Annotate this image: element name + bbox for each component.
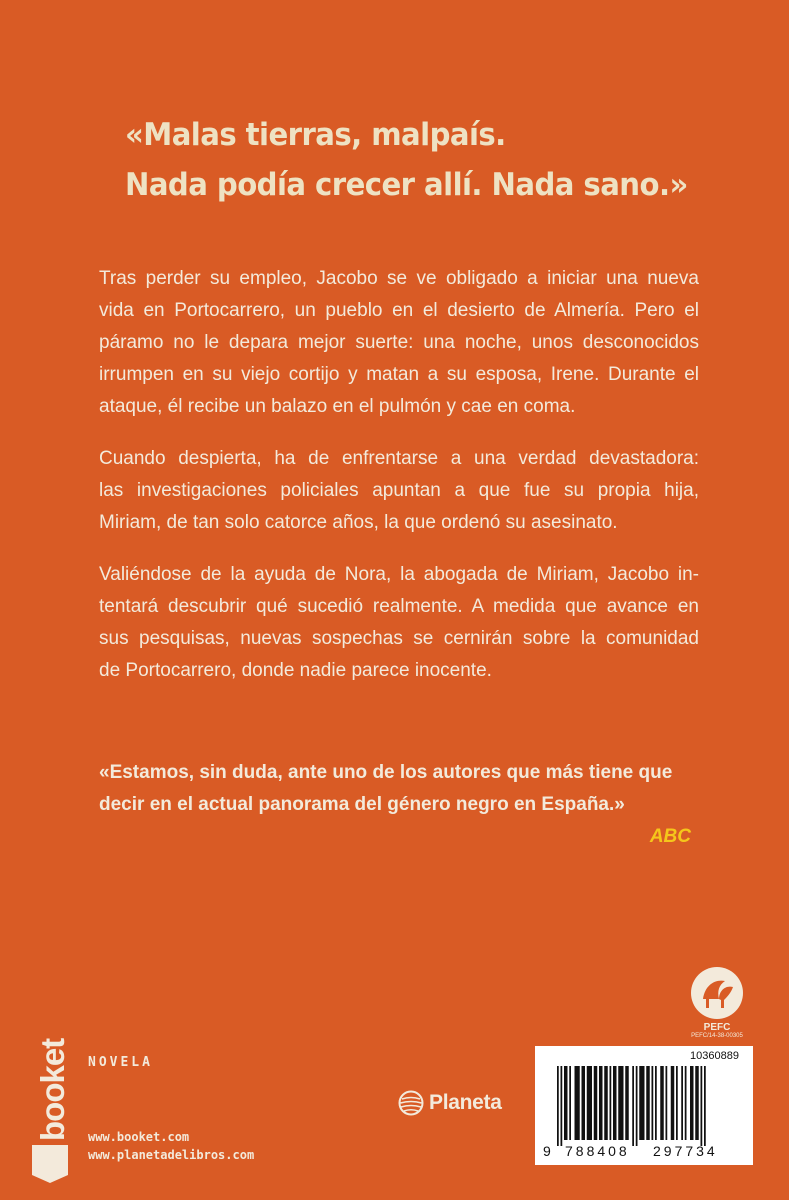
- barcode-bar: [569, 1066, 571, 1140]
- booket-logo: [28, 1033, 74, 1183]
- synopsis-line: Cuando despierta, ha de enfrentarse a una verdad devastadora:: [99, 448, 699, 469]
- synopsis-paragraph-3: [99, 559, 699, 687]
- genre-label: NOVELA: [88, 1055, 153, 1070]
- headline-line: «Malas tierras, malpaís.: [125, 117, 506, 153]
- barcode-bar: [632, 1066, 634, 1146]
- barcode-bar: [636, 1066, 638, 1146]
- barcode-bar: [690, 1066, 694, 1140]
- barcode-bar: [701, 1066, 703, 1146]
- barcode-bar: [704, 1066, 706, 1146]
- barcode-bar: [582, 1066, 586, 1140]
- barcode-bar: [660, 1066, 664, 1140]
- barcode-bar: [594, 1066, 598, 1140]
- pefc-logo-icon: [689, 965, 745, 1021]
- barcode-bar: [676, 1066, 678, 1140]
- planeta-wordmark: Planeta: [429, 1091, 502, 1114]
- booket-logo-text: booket: [34, 1038, 71, 1141]
- synopsis-line: Tras perder su empleo, Jacobo se ve obligado a iniciar una nueva: [99, 268, 699, 289]
- barcode-bar: [575, 1066, 580, 1140]
- pefc-certification: [682, 965, 752, 1045]
- barcode-bar: [681, 1066, 683, 1140]
- barcode-digits: [535, 1143, 753, 1163]
- planeta-publisher-logo: [398, 1088, 502, 1118]
- barcode-bar: [604, 1066, 608, 1140]
- synopsis-paragraph-2: [99, 443, 699, 539]
- headline-line: Nada podía crecer allí. Nada sano.»: [125, 167, 688, 203]
- website-link-booket[interactable]: www.booket.com: [88, 1130, 190, 1144]
- barcode-bar: [599, 1066, 603, 1140]
- website-link-planetadelibros[interactable]: www.planetadelibros.com: [88, 1148, 255, 1162]
- barcode-bar: [671, 1066, 675, 1140]
- websites: [88, 1128, 254, 1164]
- barcode-bar: [685, 1066, 687, 1140]
- barcode-bar: [639, 1066, 644, 1140]
- synopsis-line: vida en Portocarrero, un pueblo en el desierto de Almería. Pero el: [99, 300, 699, 321]
- barcode-bar: [618, 1066, 623, 1140]
- barcode-bar: [625, 1066, 629, 1140]
- pefc-label: PEFC: [703, 1022, 731, 1033]
- barcode-bar: [564, 1066, 568, 1140]
- planeta-globe-icon: [398, 1090, 424, 1116]
- barcode-digit-first: 9: [543, 1143, 551, 1159]
- synopsis-line: Valiéndose de la ayuda de Nora, la abogada de Miriam, Jacobo in-: [99, 564, 699, 585]
- barcode-group-1: 788408: [565, 1143, 630, 1159]
- synopsis-line: Miriam, de tan solo catorce años, la que ordenó su asesinato.: [99, 512, 618, 533]
- synopsis-line: ataque, él recibe un balazo en el pulmón y cae en coma.: [99, 396, 576, 417]
- barcode-bar: [561, 1066, 563, 1146]
- barcode-bar: [655, 1066, 657, 1140]
- barcode: [535, 1046, 753, 1165]
- review-line: decir en el actual panorama del género negro en España.»: [99, 794, 625, 815]
- barcode-bar: [666, 1066, 668, 1140]
- synopsis-line: de Portocarrero, donde nadie parece inocente.: [99, 660, 492, 681]
- synopsis-line: páramo no le depara mejor suerte: una noche, unos desconocidos: [99, 332, 699, 353]
- review-line: «Estamos, sin duda, ante uno de los autores que más tiene que: [99, 762, 673, 783]
- synopsis: [99, 263, 699, 707]
- barcode-bar: [587, 1066, 592, 1140]
- barcode-bar: [646, 1066, 650, 1140]
- barcode-id: 10360889: [690, 1050, 739, 1062]
- review-quote: [99, 757, 699, 853]
- synopsis-paragraph-1: [99, 263, 699, 423]
- synopsis-line: sus pesquisas, nuevas sospechas se cernirán sobre la comunidad: [99, 628, 699, 649]
- barcode-bar: [613, 1066, 617, 1140]
- barcode-group-2: 297734: [653, 1143, 718, 1159]
- synopsis-line: irrumpen en su viejo cortijo y matan a su esposa, Irene. Durante el: [99, 364, 699, 385]
- synopsis-line: las investigaciones policiales apuntan a que fue su propia hija,: [99, 480, 699, 501]
- synopsis-line: tentará descubrir qué sucedió realmente. A medida que avance en: [99, 596, 699, 617]
- barcode-bar: [557, 1066, 559, 1146]
- barcode-bar: [610, 1066, 612, 1140]
- pefc-code: PEFC/14-38-00305: [691, 1033, 743, 1039]
- barcode-bar: [652, 1066, 654, 1140]
- barcode-bar: [695, 1066, 699, 1140]
- review-source: ABC: [649, 826, 691, 847]
- headline-quote: [125, 110, 689, 210]
